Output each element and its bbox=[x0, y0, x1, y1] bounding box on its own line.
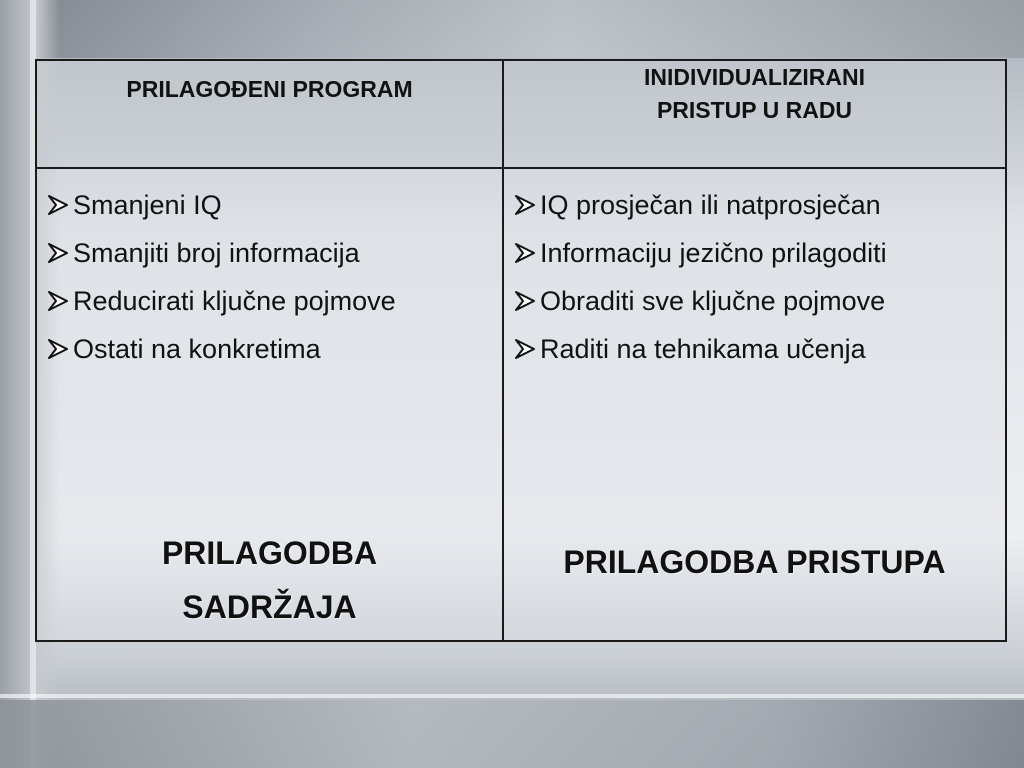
left-footer-label bbox=[37, 526, 502, 634]
table-header-row bbox=[36, 60, 1006, 168]
list-item-label: Ostati na konkretima bbox=[73, 334, 321, 364]
header-left bbox=[36, 60, 503, 168]
header-left-label: PRILAGOĐENI PROGRAM bbox=[126, 76, 413, 102]
list-item bbox=[514, 229, 1005, 277]
list-item bbox=[47, 229, 502, 277]
list-item-label: Raditi na tehnikama učenja bbox=[540, 334, 866, 364]
header-right bbox=[503, 60, 1006, 168]
arrow-bullet-icon bbox=[47, 339, 69, 359]
list-item bbox=[514, 277, 1005, 325]
list-item-label: Reducirati ključne pojmove bbox=[73, 286, 396, 316]
body-cell-left bbox=[36, 168, 503, 641]
list-item-label: Smanjiti broj informacija bbox=[73, 238, 360, 268]
list-item-label: Informaciju jezično prilagoditi bbox=[540, 238, 887, 268]
background-top-band bbox=[0, 0, 1024, 58]
arrow-bullet-icon bbox=[514, 195, 536, 215]
left-footer-line1: PRILAGODBA bbox=[161, 535, 378, 571]
arrow-bullet-icon bbox=[514, 243, 536, 263]
arrow-bullet-icon bbox=[514, 339, 536, 359]
background-bottom-band bbox=[0, 700, 1024, 768]
list-item bbox=[47, 325, 502, 373]
comparison-table bbox=[35, 59, 1007, 642]
header-right-line1: INIDIVIDUALIZIRANI bbox=[643, 64, 866, 90]
background-bottom-line bbox=[0, 694, 1024, 698]
list-item bbox=[514, 325, 1005, 373]
list-item-label: IQ prosječan ili natprosječan bbox=[540, 190, 881, 220]
right-footer-label: PRILAGODBA PRISTUPA bbox=[563, 544, 946, 580]
table-body-row bbox=[36, 168, 1006, 641]
body-cell-right bbox=[503, 168, 1006, 641]
left-footer-line2: SADRŽAJA bbox=[182, 589, 357, 625]
left-bullet-list bbox=[37, 169, 502, 373]
list-item bbox=[47, 277, 502, 325]
header-right-line2: PRISTUP U RADU bbox=[656, 97, 853, 123]
arrow-bullet-icon bbox=[47, 243, 69, 263]
arrow-bullet-icon bbox=[514, 291, 536, 311]
list-item bbox=[514, 181, 1005, 229]
list-item-label: Smanjeni IQ bbox=[73, 190, 222, 220]
list-item bbox=[47, 181, 502, 229]
arrow-bullet-icon bbox=[47, 195, 69, 215]
right-bullet-list bbox=[504, 169, 1005, 373]
list-item-label: Obraditi sve ključne pojmove bbox=[540, 286, 886, 316]
arrow-bullet-icon bbox=[47, 291, 69, 311]
